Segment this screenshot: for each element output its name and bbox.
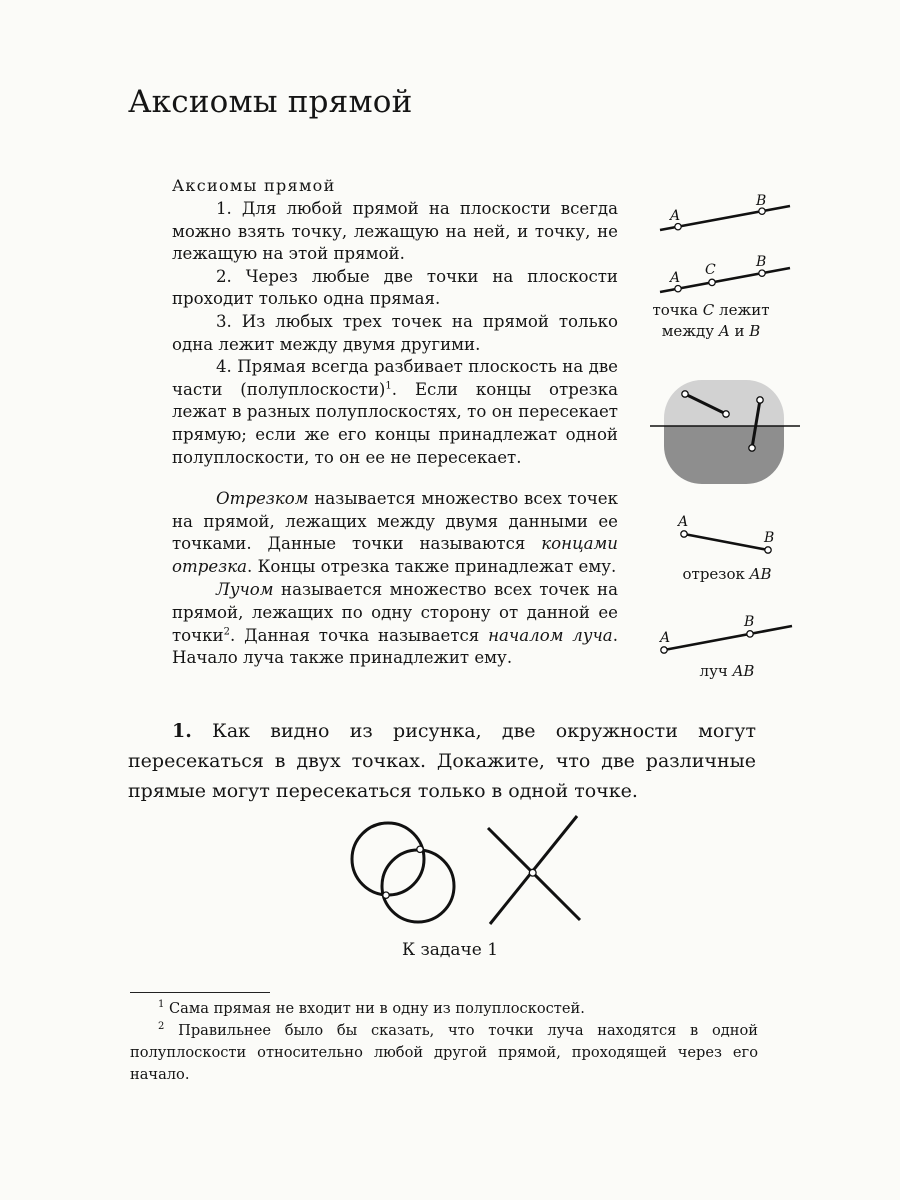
fig2-caption-line2 [646,321,776,342]
segment-text-2: . Концы отрезка также принадлежат ему. [247,556,617,576]
footnote-1 [130,998,758,1020]
point-a [675,224,681,230]
label-a: A [678,514,689,530]
task-statement: Как видно из рисунка, две окружности могут пересекаться в двух точках. Докажите, что две различные прямые могут пересекаться только в одной точке. [128,720,756,802]
point [682,391,688,397]
ray-definition [172,579,618,669]
figure-circles-and-lines [340,812,600,932]
segment-definition [172,488,618,578]
ray-start-term: началом луча [488,625,613,645]
task-number: 1. [172,720,192,742]
label-a: A [670,208,681,224]
footnote-2 [130,1020,758,1086]
point [749,445,755,451]
point-b [765,547,771,553]
label-c: C [705,262,716,278]
circle-1 [352,823,424,895]
caption-text: отрезок [682,565,750,583]
point-b [759,270,765,276]
caption-text: и [729,322,750,340]
axiom-4-start: 4. Прямая всегда разбивает плоскость на две части (полуплоскости) [172,357,618,399]
footnote-text: Правильнее было бы сказать, что точки луча находятся в одной полуплоскости относительно любой другой прямой, проходящей через его начало. [130,1022,758,1083]
figure-segment-ab [660,508,790,558]
caption-var-a: A [718,322,730,340]
axiom-3: 3. Из любых трех точек на прямой только одна лежит между двумя другими. [172,311,618,354]
definitions [172,488,618,670]
task-1 [128,716,756,806]
footnote-divider [130,992,270,993]
ray-term: Лучом [216,580,274,600]
caption-var: AB [749,565,772,583]
point-b [747,631,753,637]
axioms-box-title: Аксиомы прямой [172,176,336,195]
point-a [681,531,687,537]
point [723,411,729,417]
axiom-4-end: . Если концы отрезка лежат в разных полуплоскостях, то он пересекает прямую; если же его концы принадлежат одной полуплоскости, то он ее не пересекает. [172,379,618,467]
caption-var: AB [732,662,755,680]
axiom-2: 2. Через любые две точки на плоскости проходит только одна прямая. [172,266,618,309]
label-b: B [756,254,767,270]
ray-text-2: . Данная точка называется [229,625,489,645]
label-a: A [660,630,671,646]
figure-line-acb [650,252,800,302]
caption-text: лежит [714,301,770,319]
label-a: A [670,270,681,286]
footnotes [130,998,758,1086]
page-title: Аксиомы прямой [128,84,413,120]
label-b: B [756,193,767,209]
footnote-mark: 1 [158,999,165,1011]
footnote-ref-1: 1 [385,380,392,392]
figure-line-ab [650,188,800,238]
axiom-1: 1. Для любой прямой на плоскости всегда можно взять точку, лежащую на ней, и точку, не лежащую на этой прямой. [172,199,618,264]
axiom-4 [172,356,618,469]
circle-2 [382,850,454,922]
intersection-point-1 [417,846,423,852]
footnote-ref-2: 2 [223,626,230,638]
upper-half-plane [650,378,800,426]
fig4-caption [662,565,792,583]
fig2-caption-line1 [646,300,776,321]
caption-text: луч [699,662,733,680]
point-a [675,286,681,292]
label-b: B [744,614,755,630]
task-figure-caption: К задаче 1 [401,940,499,960]
label-b: B [764,530,775,546]
fig5-caption [662,662,792,680]
footnote-text: Сама прямая не входит ни в одну из полуплоскостей. [164,1000,585,1017]
fig2-caption [646,300,776,342]
intersection-point-2 [383,892,389,898]
ray-text-1: называется множество всех точек на прямой, лежащих по одну сторону от данной ее точки [172,580,618,645]
point-c [709,279,715,285]
figure-ray-ab [650,612,800,662]
segment [684,534,768,550]
axioms-list [172,198,618,469]
segment-ends-term: концами отрезка [172,534,618,576]
segment-text-1: называется множество всех точек на прямой, лежащих между двумя данными ее точками. Данные точки называются [172,489,618,554]
caption-var-b: B [749,322,761,340]
ray [664,626,792,650]
lower-half-plane [650,426,800,496]
task-1-text [128,716,756,806]
point-a [661,647,667,653]
caption-var-c: C [702,301,715,319]
caption-text: точка [652,301,703,319]
figure-half-planes [650,378,800,488]
footnote-mark: 2 [158,1021,165,1033]
segment-term: Отрезком [216,489,309,508]
caption-text: между [661,322,719,340]
lines-intersection-point [529,869,536,876]
point [757,397,763,403]
ray-text-3: . Начало луча также принадлежит ему. [172,625,618,668]
